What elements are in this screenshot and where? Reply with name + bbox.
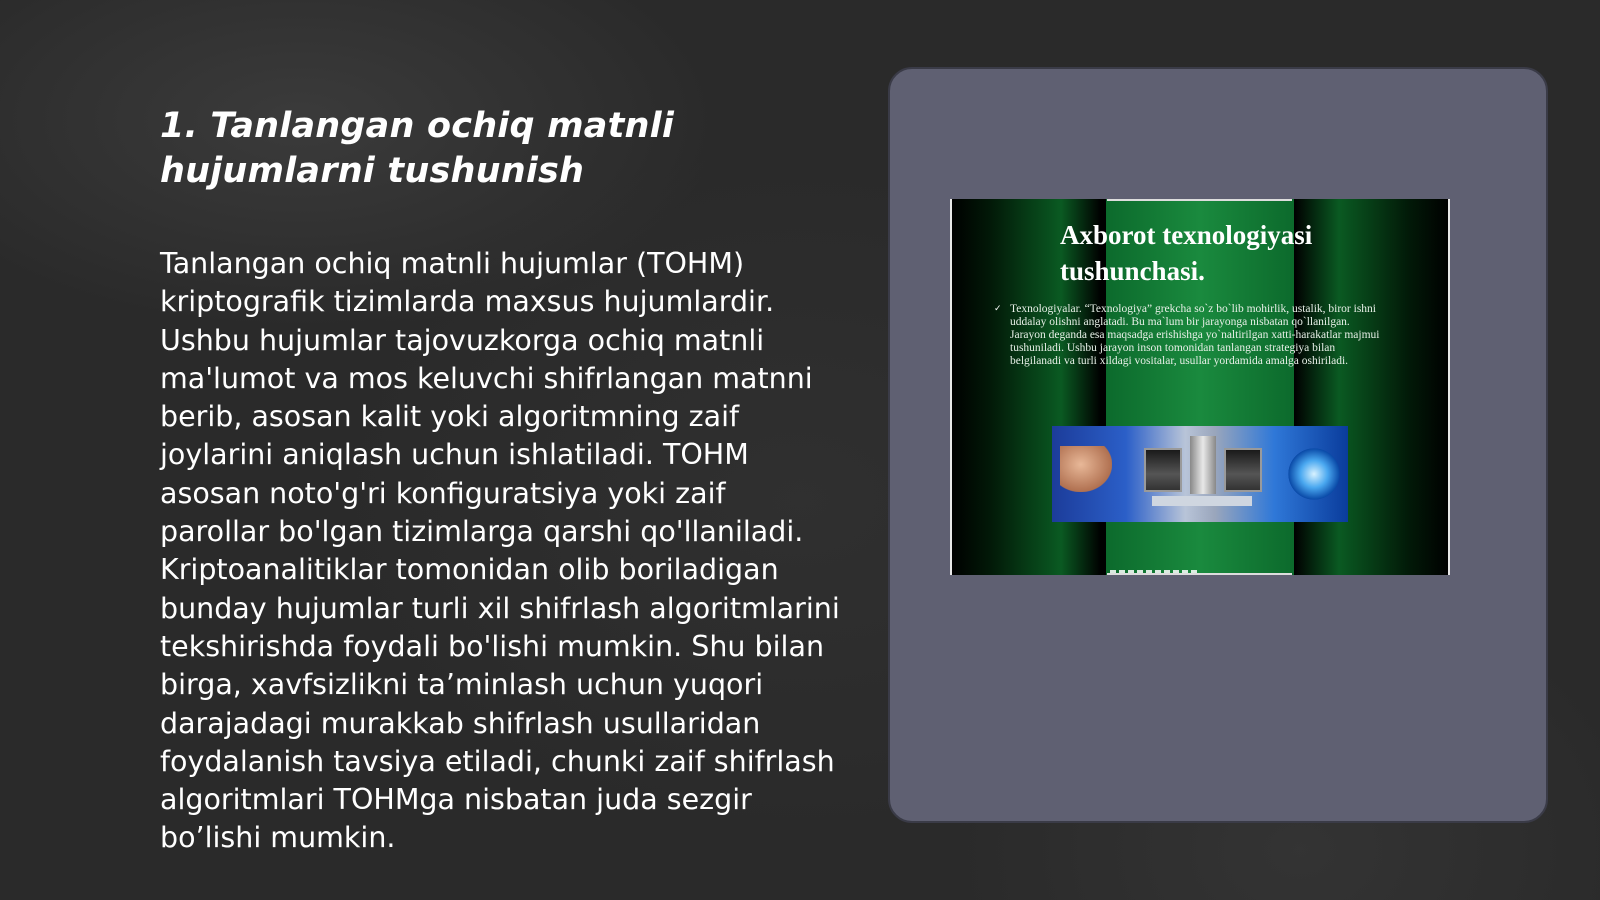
embedded-slide-image[interactable] (950, 199, 1450, 575)
computer-tower-icon (1190, 436, 1216, 494)
desk-base (1152, 496, 1252, 506)
embedded-slide-bottom-border (1107, 573, 1292, 575)
embedded-slide-text: Texnologiyalar. “Texnologiya” grekcha so`z bo`lib mohirlik, ustalik, biror ishni uddalay olishni anglatadi. Bu ma`lum bir jarayonga nisbatan qo`llanilgan. Jarayon deganda esa maqsadga erishishga yo`naltirilgan xatti-harakatlar majmui tushuniladi. Ushbu jarayon inson tomonidan tanlangan strategiya bilan belgilanadi va turli xildagi vositalar, usullar yordamida amalga oshiriladi. (1010, 303, 1380, 367)
hand-with-pen-icon (1060, 446, 1112, 492)
embedded-slide-title: Axborot texnologiyasi tushunchasi. (1060, 220, 1313, 286)
embedded-slide-top-border (1107, 199, 1292, 201)
slide-title: 1. Tanlangan ochiq matnli hujumlarni tushunish (160, 106, 675, 191)
technology-illustration (1052, 426, 1348, 522)
monitor-icon (1224, 448, 1262, 492)
monitor-icon (1144, 448, 1182, 492)
check-bullet-icon: ✓ (994, 303, 1002, 313)
slide-body-text: Tanlangan ochiq matnli hujumlar (TOHM) kriptografik tizimlarda maxsus hujumlardir. Ushbu hujumlar tajovuzkorga ochiq matnli ma'lumot va mos keluvchi shifrlangan matnni berib, asosan kalit yoki algoritmning zaif joylarini aniqlash uchun ishlatiladi. TOHM asosan noto'g'ri konfiguratsiya yoki zaif parollar bo'lgan tizimlarga qarshi qo'llaniladi. Kriptoanalitiklar tomonidan olib boriladigan bunday hujumlar turli xil shifrlash algoritmlarini tekshirishda foydali bo'lishi mumkin. Shu bilan birga, xavfsizlikni ta’minlash uchun yuqori darajadagi murakkab shifrlash usullaridan foydalanish tavsiya etiladi, chunki zaif shifrlash algoritmlari TOHMga nisbatan juda sezgir bo’lishi mumkin. (160, 247, 840, 855)
